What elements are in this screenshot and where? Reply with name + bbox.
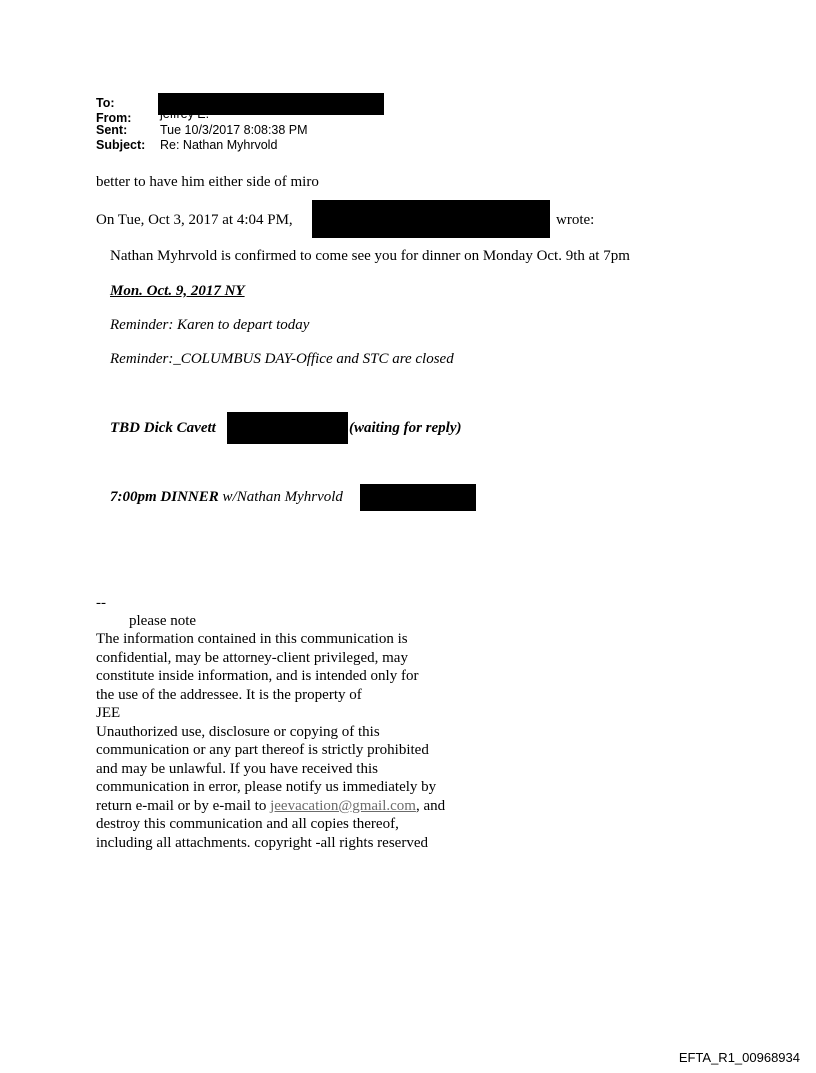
signature-please-note: please note: [129, 613, 197, 629]
quote-intro-end: wrote:: [556, 212, 595, 228]
disclaimer-line: JEE: [96, 705, 121, 721]
email-prefix: return e-mail or by e-mail to: [96, 797, 271, 814]
disclaimer-line: and may be unlawful. If you have received this: [96, 760, 378, 777]
sent-label: Sent:: [96, 123, 128, 137]
from-label: From:: [96, 111, 132, 125]
disclaimer-line: confidential, may be attorney-client privileged, may: [96, 649, 408, 666]
disclaimer-line: the use of the addressee. It is the property of: [96, 686, 362, 703]
disclaimer-line: communication in error, please notify us immediately by: [96, 779, 437, 795]
to-label: To:: [96, 96, 115, 110]
date-heading: Mon. Oct. 9, 2017 NY: [110, 283, 245, 299]
reminder-1: Reminder: Karen to depart today: [110, 317, 310, 333]
quote-intro: On Tue, Oct 3, 2017 at 4:04 PM,: [96, 212, 293, 228]
disclaimer-email-line: [96, 797, 445, 816]
email-link[interactable]: jeevacation@gmail.com: [270, 797, 416, 814]
confirm-line: Nathan Myhrvold is confirmed to come see you for dinner on Monday Oct. 9th at 7pm: [110, 248, 630, 264]
signature-dashes: --: [96, 595, 106, 611]
disclaimer-line: communication or any part thereof is strictly prohibited: [96, 742, 429, 758]
redaction-to: [158, 93, 384, 115]
subject-value: Re: Nathan Myhrvold: [160, 138, 278, 152]
redaction-dinner: [360, 484, 476, 511]
signature-disclaimer: [96, 630, 445, 852]
dinner-line: [110, 489, 343, 506]
disclaimer-line: Unauthorized use, disclosure or copying of this: [96, 723, 380, 740]
document-id: EFTA_R1_00968934: [678, 1050, 800, 1065]
reminder-2: Reminder:_COLUMBUS DAY-Office and STC are closed: [110, 351, 454, 367]
redaction-sender: [312, 200, 550, 238]
sent-value: Tue 10/3/2017 8:08:38 PM: [160, 123, 308, 137]
subject-label: Subject:: [96, 138, 146, 152]
reply-text: better to have him either side of miro: [96, 174, 319, 190]
email-suffix: , and: [415, 797, 446, 814]
tbd-suffix: (waiting for reply): [349, 420, 462, 436]
dinner-with: w/Nathan Myhrvold: [218, 489, 343, 505]
disclaimer-line: including all attachments. copyright -all rights reserved: [96, 834, 428, 851]
disclaimer-line: The information contained in this communication is: [96, 631, 408, 647]
disclaimer-line: destroy this communication and all copies thereof,: [96, 816, 399, 832]
tbd-prefix: TBD Dick Cavett: [110, 420, 216, 436]
redaction-tbd: [227, 412, 348, 444]
dinner-time: 7:00pm DINNER: [110, 489, 219, 505]
disclaimer-line: constitute inside information, and is intended only for: [96, 668, 419, 684]
